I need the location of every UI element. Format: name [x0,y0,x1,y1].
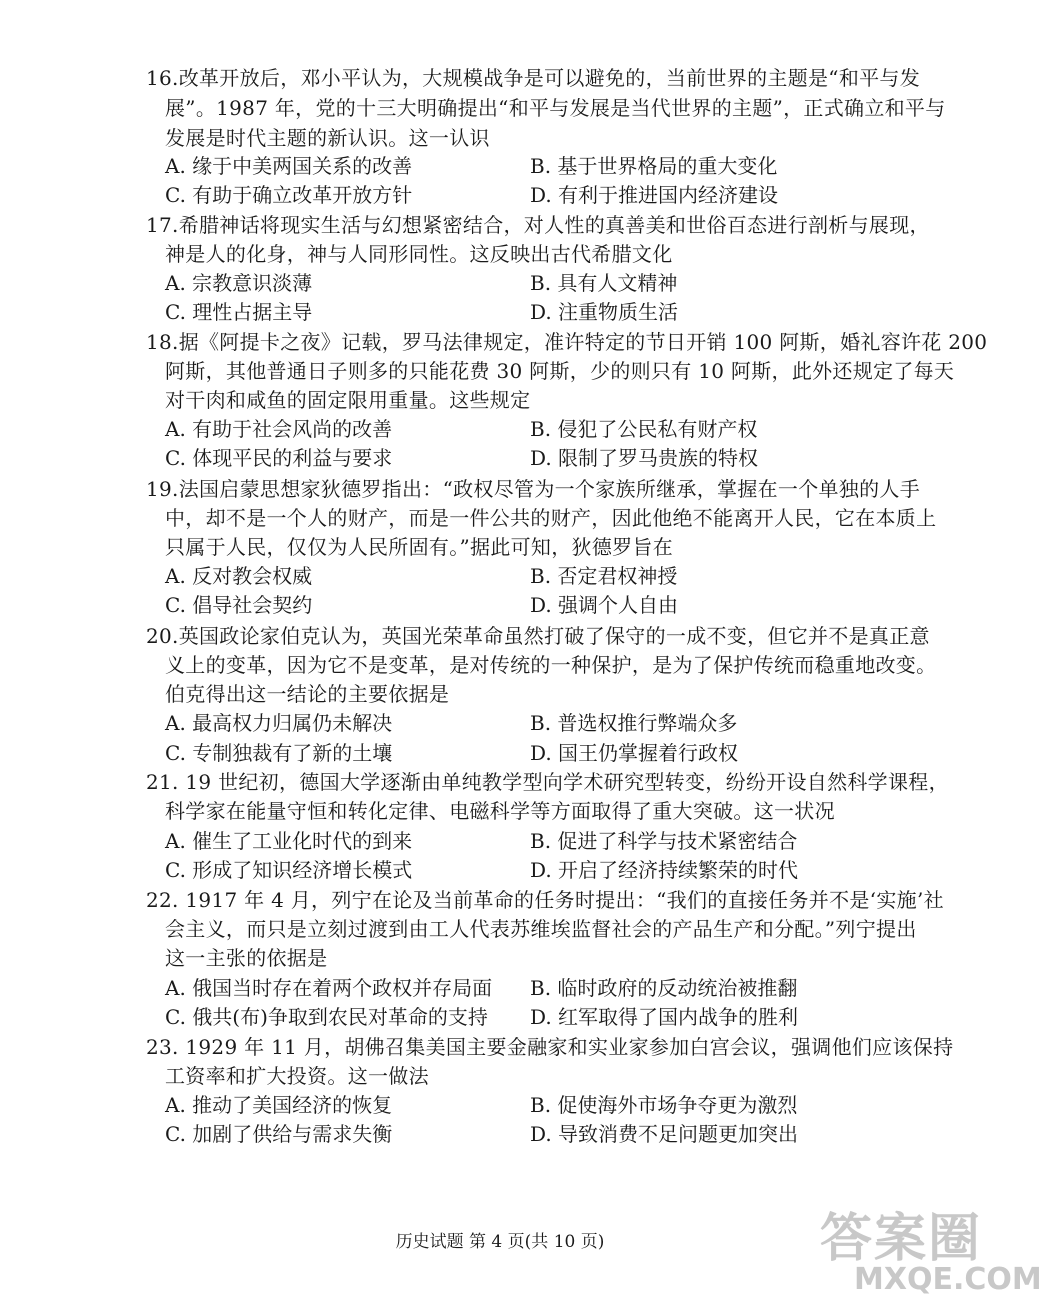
option-d: D. 国王仍掌握着行政权 [530,741,739,765]
option-a: A. 有助于社会风尚的改善 [165,417,393,441]
option-a: A. 宗教意识淡薄 [165,271,313,295]
option-d: D. 导致消费不足问题更加突出 [530,1122,799,1146]
question-line: 21. 19 世纪初，德国大学逐渐由单纯教学型向学术研究型转变，纷纷开设自然科学课程， [146,770,949,794]
option-a: A. 俄国当时存在着两个政权并存局面 [165,976,493,1000]
option-d: D. 开启了经济持续繁荣的时代 [530,858,799,882]
question-line: 17.希腊神话将现实生活与幻想紧密结合，对人性的真善美和世俗百态进行剖析与展现， [146,213,930,237]
option-d: D. 注重物质生活 [530,300,679,324]
option-c: C. 体现平民的利益与要求 [165,446,393,470]
option-d: D. 有利于推进国内经济建设 [530,183,779,207]
option-b: B. 侵犯了公民私有财产权 [530,417,758,441]
question-line: 19.法国启蒙思想家狄德罗指出：“政权尽管为一个家族所继承，掌握在一个单独的人手 [146,477,921,501]
question-line: 展”。1987 年，党的十三大明确提出“和平与发展是当代世界的主题”，正式确立和平与 [165,96,946,120]
question-line: 伯克得出这一结论的主要依据是 [165,682,450,706]
option-a: A. 反对教会权威 [165,564,313,588]
option-c: C. 倡导社会契约 [165,593,313,617]
option-a: A. 推动了美国经济的恢复 [165,1093,393,1117]
option-b: B. 否定君权神授 [530,564,678,588]
question-line: 只属于人民，仅仅为人民所固有。”据此可知，狄德罗旨在 [165,535,674,559]
option-c: C. 俄共(布)争取到农民对革命的支持 [165,1005,488,1029]
question-line: 23. 1929 年 11 月，胡佛召集美国主要金融家和实业家参加白宫会议，强调他们应该保持 [146,1035,954,1059]
option-a: A. 催生了工业化时代的到来 [165,829,413,853]
question-line: 中，却不是一个人的财产，而是一件公共的财产，因此他绝不能离开人民，它在本质上 [165,506,937,530]
question-line: 会主义，而只是立刻过渡到由工人代表苏维埃监督社会的产品生产和分配。”列宁提出 [165,917,917,941]
option-b: B. 促进了科学与技术紧密结合 [530,829,798,853]
option-c: C. 有助于确立改革开放方针 [165,183,413,207]
option-b: B. 普选权推行弊端众多 [530,711,738,735]
question-line: 18.据《阿提卡之夜》记载，罗马法律规定，准许特定的节日开销 100 阿斯，婚礼容许花 200 [146,330,988,354]
question-line: 神是人的化身，神与人同形同性。这反映出古代希腊文化 [165,242,673,266]
question-line: 16.改革开放后，邓小平认为，大规模战争是可以避免的，当前世界的主题是“和平与发 [146,66,921,90]
question-line: 22. 1917 年 4 月，列宁在论及当前革命的任务时提出：“我们的直接任务并不是‘实施’社 [146,888,944,912]
question-line: 科学家在能量守恒和转化定律、电磁科学等方面取得了重大突破。这一状况 [165,799,835,823]
option-b: B. 具有人文精神 [530,271,678,295]
page-footer: 历史试题 第 4 页(共 10 页) [395,1232,605,1252]
watermark-logo [820,1196,1042,1302]
option-c: C. 专制独裁有了新的土壤 [165,741,393,765]
option-b: B. 基于世界格局的重大变化 [530,154,778,178]
option-c: C. 形成了知识经济增长模式 [165,858,413,882]
watermark-site-text: MXQE.COM [854,1262,1042,1297]
question-line: 义上的变革，因为它不是变革，是对传统的一种保护，是为了保护传统而稳重地改变。 [165,653,937,677]
watermark-logo-text: 答案圈 [820,1209,983,1269]
option-a: A. 缘于中美两国关系的改善 [165,154,413,178]
option-d: D. 限制了罗马贵族的特权 [530,446,759,470]
question-line: 阿斯，其他普通日子则多的只能花费 30 阿斯，少的则只有 10 阿斯，此外还规定了每天 [165,359,955,383]
question-line: 工资率和扩大投资。这一做法 [165,1064,429,1088]
option-b: B. 促使海外市场争夺更为激烈 [530,1093,798,1117]
option-c: C. 理性占据主导 [165,300,313,324]
option-c: C. 加剧了供给与需求失衡 [165,1122,393,1146]
question-line: 发展是时代主题的新认识。这一认识 [165,126,490,150]
option-a: A. 最高权力归属仍未解决 [165,711,393,735]
question-line: 对干肉和咸鱼的固定限用重量。这些规定 [165,388,531,412]
question-line: 20.英国政论家伯克认为，英国光荣革命虽然打破了保守的一成不变，但它并不是真正意 [146,624,930,648]
option-d: D. 强调个人自由 [530,593,679,617]
question-line: 这一主张的依据是 [165,946,328,970]
option-d: D. 红军取得了国内战争的胜利 [530,1005,799,1029]
option-b: B. 临时政府的反动统治被推翻 [530,976,798,1000]
